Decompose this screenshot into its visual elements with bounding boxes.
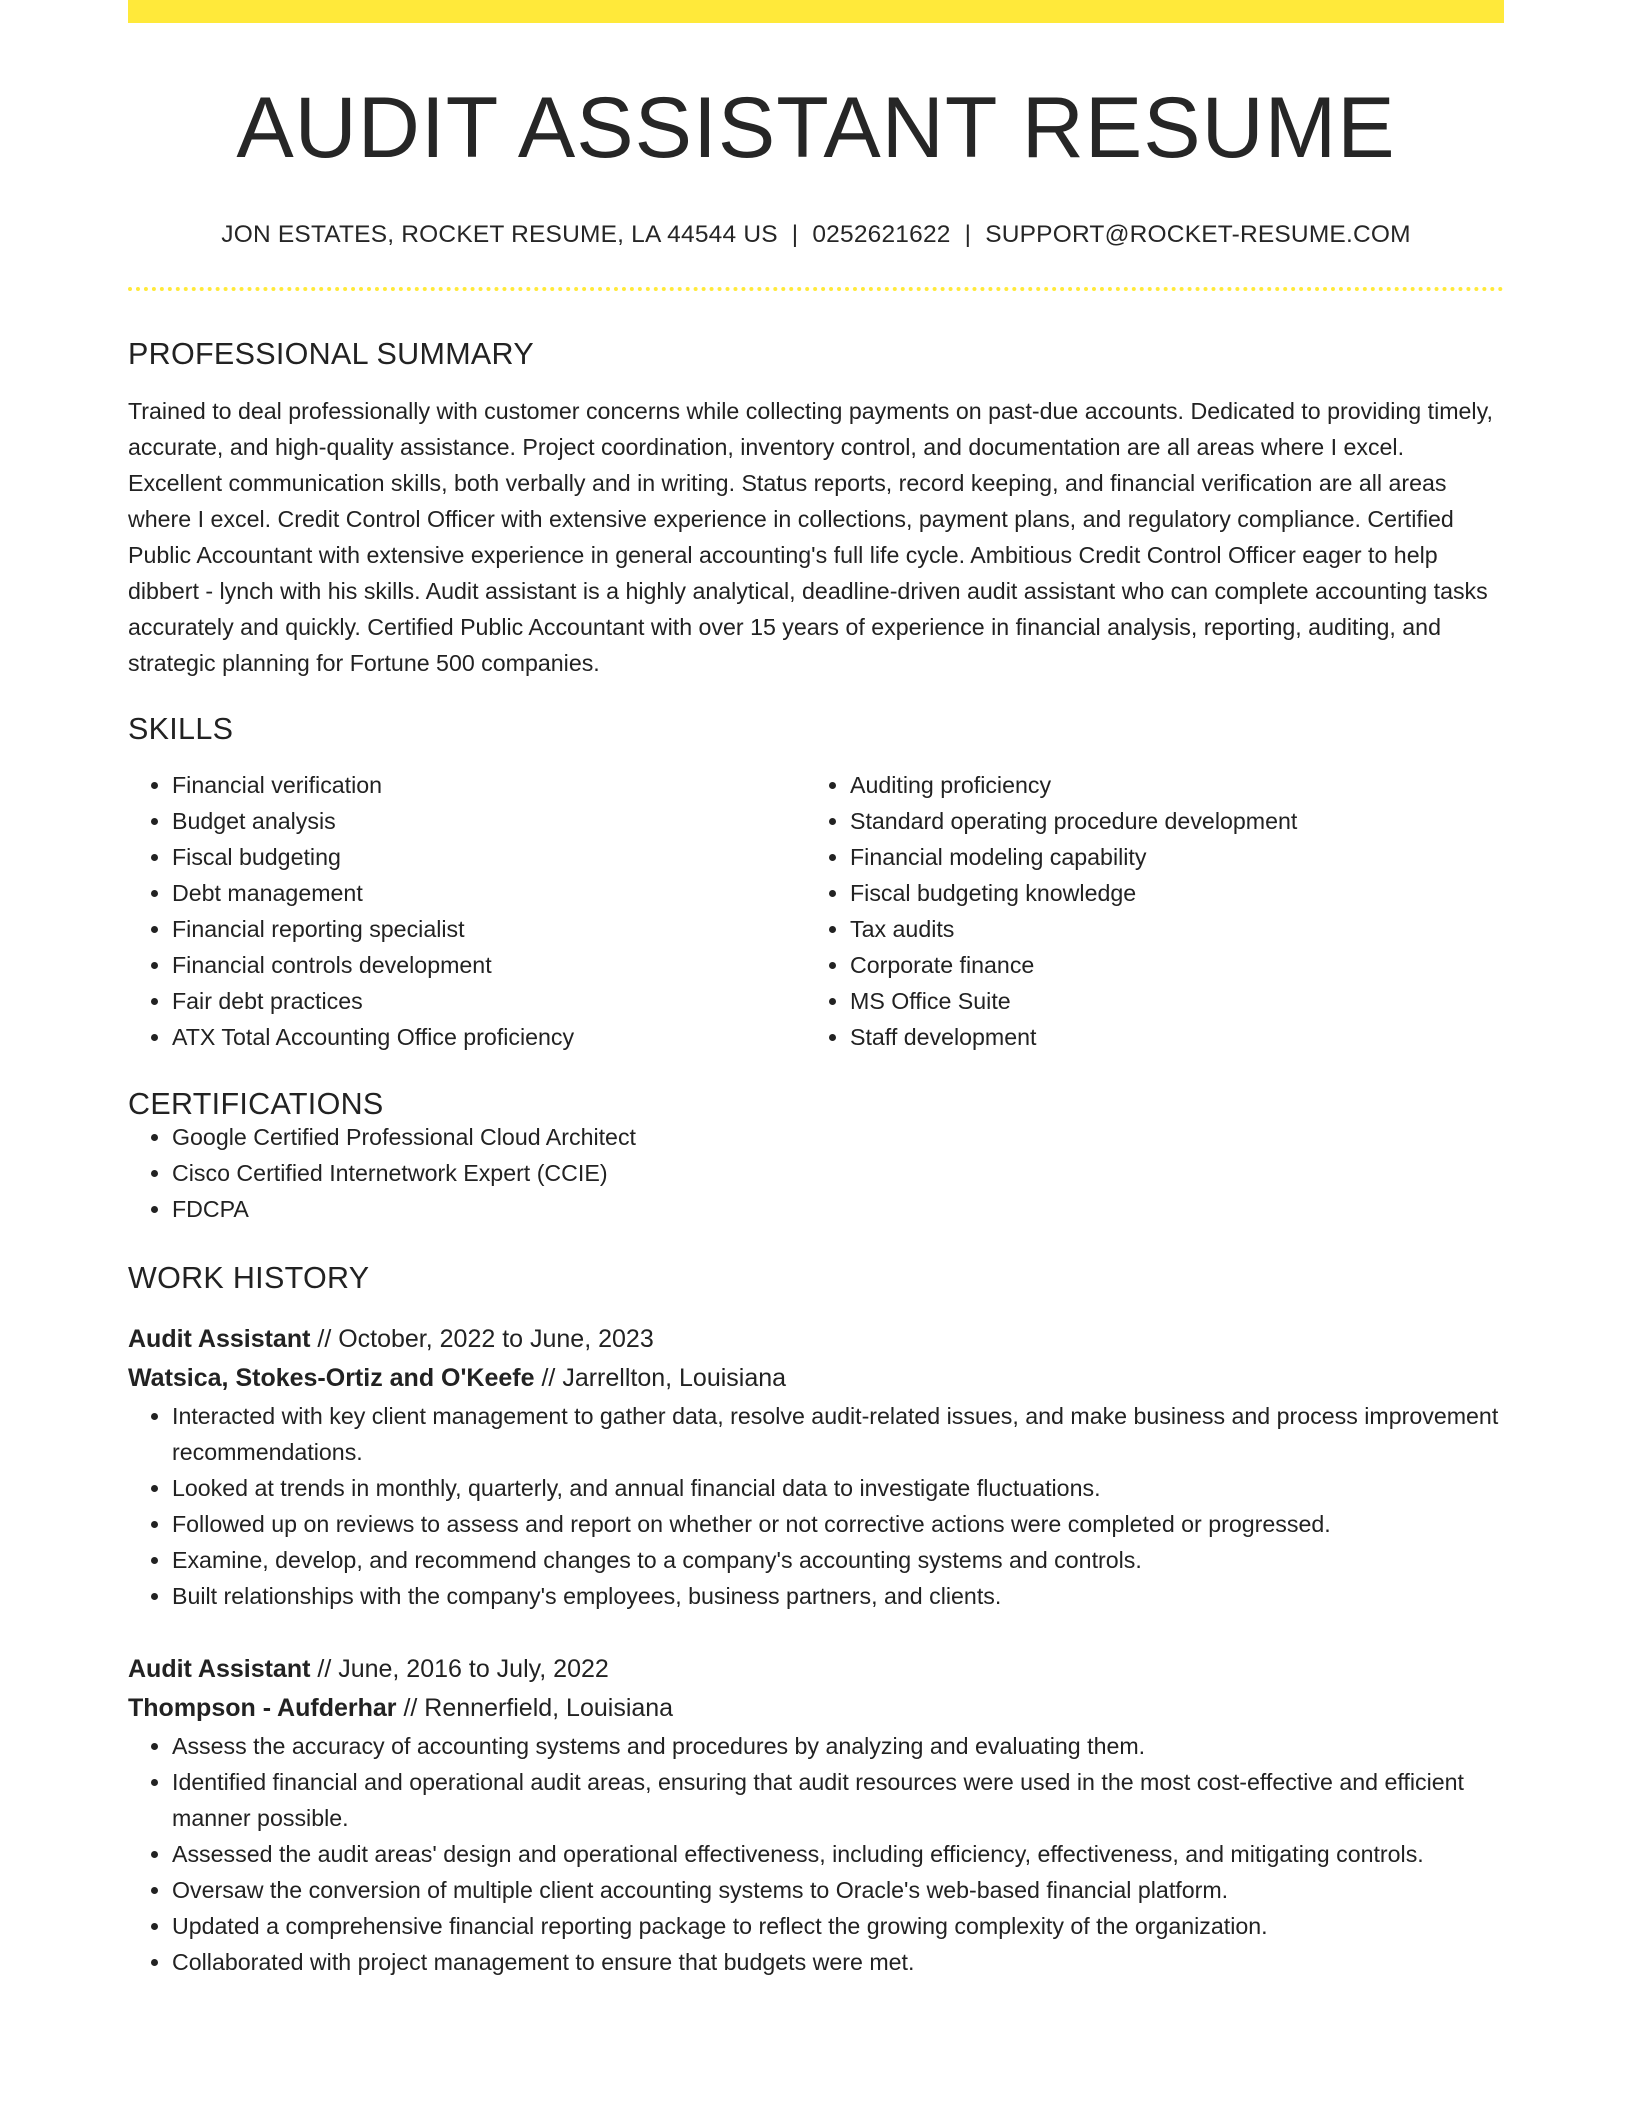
job-location: // Rennerfield, Louisiana [396, 1693, 674, 1722]
resume-page [128, 0, 1504, 1980]
contact-separator: | [791, 221, 799, 248]
job-dates: // October, 2022 to June, 2023 [310, 1324, 654, 1353]
job-bullet: • Followed up on reviews to assess and report on whether or not corrective actions were completed or progressed. [172, 1506, 1504, 1542]
job-dates: // June, 2016 to July, 2022 [310, 1654, 609, 1683]
summary-heading: PROFESSIONAL SUMMARY [128, 336, 534, 371]
job-title: Audit Assistant [128, 1324, 311, 1353]
job-entry [128, 1650, 1504, 1980]
skill-item: • Staff development [850, 1019, 1484, 1055]
job-bullet: • Assess the accuracy of accounting systems and procedures by analyzing and evaluating them. [172, 1728, 1504, 1764]
job-bullet: • Updated a comprehensive financial reporting package to reflect the growing complexity of the organization. [172, 1908, 1504, 1944]
certifications-heading: CERTIFICATIONS [128, 1086, 384, 1121]
contact-line [128, 223, 1504, 248]
job-company-line [128, 1359, 1504, 1398]
skill-item: • Fair debt practices [172, 983, 806, 1019]
skills-heading: SKILLS [128, 712, 234, 746]
job-location: // Jarrellton, Louisiana [534, 1363, 787, 1392]
skill-item: • Tax audits [850, 911, 1484, 947]
job-company: Watsica, Stokes-Ortiz and O'Keefe [128, 1363, 535, 1392]
job-bullet: • Collaborated with project management to ensure that budgets were met. [172, 1944, 1504, 1980]
job-bullet: • Built relationships with the company's employees, business partners, and clients. [172, 1578, 1504, 1614]
skills-list-left [128, 767, 806, 1055]
skills-grid [128, 767, 1504, 1055]
dotted-divider [128, 287, 1504, 291]
job-bullet-list [128, 1728, 1504, 1980]
skills-column-left [128, 767, 806, 1055]
contact-email: SUPPORT@ROCKET-RESUME.COM [985, 221, 1411, 248]
certification-item: • FDCPA [172, 1191, 1504, 1227]
skill-item: • Auditing proficiency [850, 767, 1484, 803]
job-bullet: • Identified financial and operational audit areas, ensuring that audit resources were used in the most cost-effective and efficient manner possible. [172, 1764, 1504, 1836]
job-company: Thompson - Aufderhar [128, 1693, 397, 1722]
job-title: Audit Assistant [128, 1654, 311, 1683]
skills-column-right [806, 767, 1484, 1055]
skill-item: • Corporate finance [850, 947, 1484, 983]
skill-item: • Financial controls development [172, 947, 806, 983]
job-bullet: • Assessed the audit areas' design and operational effectiveness, including efficiency, effectiveness, and mitigating controls. [172, 1836, 1504, 1872]
skills-list-right [806, 767, 1484, 1055]
job-entry [128, 1320, 1504, 1614]
job-title-line [128, 1650, 1504, 1689]
job-bullet: • Examine, develop, and recommend changes to a company's accounting systems and controls. [172, 1542, 1504, 1578]
job-title-line [128, 1320, 1504, 1359]
contact-phone: 0252621622 [812, 221, 951, 248]
contact-separator: | [964, 221, 972, 248]
skill-item: • MS Office Suite [850, 983, 1484, 1019]
top-accent-bar [128, 0, 1504, 23]
skill-item: • Budget analysis [172, 803, 806, 839]
skill-item: • Financial reporting specialist [172, 911, 806, 947]
job-bullet-list [128, 1398, 1504, 1614]
resume-title: AUDIT ASSISTANT RESUME [236, 80, 1396, 176]
job-company-line [128, 1689, 1504, 1728]
skill-item: • Standard operating procedure development [850, 803, 1484, 839]
skill-item: • Fiscal budgeting [172, 839, 806, 875]
job-bullet: • Looked at trends in monthly, quarterly, and annual financial data to investigate fluctuations. [172, 1470, 1504, 1506]
contact-address: JON ESTATES, ROCKET RESUME, LA 44544 US [221, 221, 778, 248]
job-bullet: • Interacted with key client management to gather data, resolve audit-related issues, and make business and process improvement recommendations. [172, 1398, 1504, 1470]
summary-text: Trained to deal professionally with customer concerns while collecting payments on past-due accounts. Dedicated to providing timely, accurate, and high-quality assistance. Project coordination, inventory control, and documentation are all areas where I excel. Excellent communication skills, both verbally and in writing. Status reports, record keeping, and financial verification are all areas where I excel. Credit Control Officer with extensive experience in collections, payment plans, and regulatory compliance. Certified Public Accountant with extensive experience in general accounting's full life cycle. Ambitious Credit Control Officer eager to help dibbert - lynch with his skills. Audit assistant is a highly analytical, deadline-driven audit assistant who can complete accounting tasks accurately and quickly. Certified Public Accountant with over 15 years of experience in financial analysis, reporting, auditing, and strategic planning for Fortune 500 companies. [128, 398, 1493, 676]
skill-item: • ATX Total Accounting Office proficiency [172, 1019, 806, 1055]
job-bullet: • Oversaw the conversion of multiple client accounting systems to Oracle's web-based financial platform. [172, 1872, 1504, 1908]
certification-item: • Google Certified Professional Cloud Architect [172, 1119, 1504, 1155]
skill-item: • Financial verification [172, 767, 806, 803]
skill-item: • Fiscal budgeting knowledge [850, 875, 1484, 911]
skill-item: • Debt management [172, 875, 806, 911]
work-history-heading: WORK HISTORY [128, 1261, 370, 1295]
skill-item: • Financial modeling capability [850, 839, 1484, 875]
certification-item: • Cisco Certified Internetwork Expert (CCIE) [172, 1155, 1504, 1191]
certifications-list [128, 1119, 1504, 1227]
